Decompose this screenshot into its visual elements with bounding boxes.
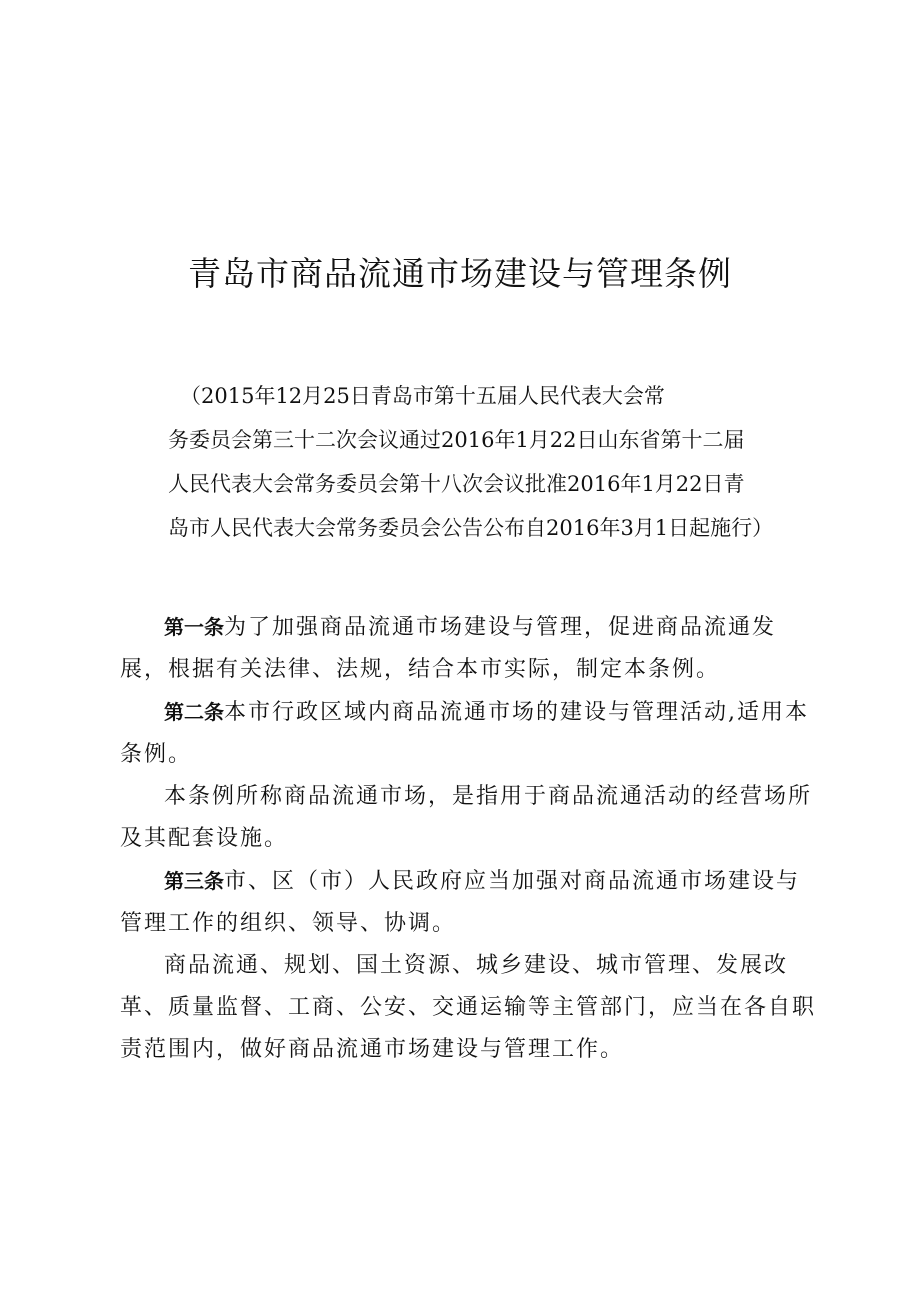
article-2 (120, 691, 820, 776)
enactment-note-line: 务委员会第三十二次会议通过2016年1月22日山东省第十二届 (168, 428, 745, 452)
article-text: 本市行政区域内商品流通市场的建设与管理活动,适用本条例。 (120, 700, 809, 767)
document-title: 青岛市商品流通市场建设与管理条例 (188, 254, 732, 293)
article-1 (120, 606, 820, 691)
article-3-paragraph-2 (120, 945, 820, 1071)
enactment-note (168, 374, 828, 550)
enactment-note-line: （2015年12月25日青岛市第十五届人民代表大会常 (180, 384, 665, 408)
article-label: 第二条 (164, 700, 224, 724)
article-text: 为了加强商品流通市场建设与管理，促进商品流通发展，根据有关法律、法规，结合本市实际，制定本条例。 (120, 615, 777, 682)
article-text: 商品流通、规划、国土资源、城乡建设、城市管理、发展改革、质量监督、工商、公安、交通运输等主管部门，应当在各自职责范围内，做好商品流通市场建设与管理工作。 (120, 953, 817, 1062)
article-text: 本条例所称商品流通市场，是指用于商品流通活动的经营场所及其配套设施。 (120, 784, 813, 851)
article-label: 第三条 (164, 869, 224, 893)
article-3 (120, 860, 820, 945)
enactment-note-line: 人民代表大会常务委员会第十八次会议批准2016年1月22日青 (168, 472, 745, 496)
article-2-paragraph-2 (120, 776, 820, 860)
regulation-body (120, 606, 820, 1071)
enactment-note-line: 岛市人民代表大会常务委员会公告公布自2016年3月1日起施行） (168, 516, 774, 540)
article-label: 第一条 (164, 615, 224, 639)
article-text: 市、区（市）人民政府应当加强对商品流通市场建设与管理工作的组织、领导、协调。 (120, 869, 801, 936)
